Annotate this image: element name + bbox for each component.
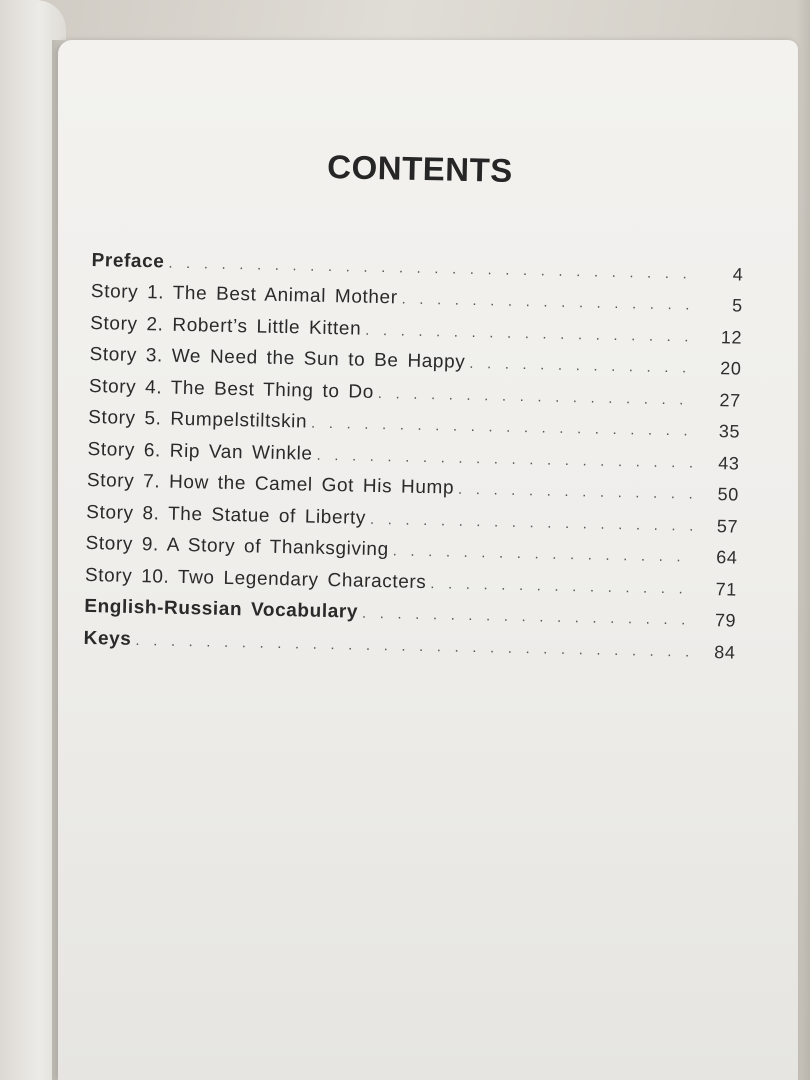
toc-entry-label: Keys [83, 627, 132, 650]
toc-entry-label: Story 9. A Story of Thanksgiving [85, 532, 389, 561]
toc-entry-page: 35 [718, 421, 741, 442]
toc-entry-label: Story 3. We Need the Sun to Be Happy [89, 343, 466, 373]
toc-entry-page: 12 [720, 326, 743, 348]
toc-entry-label: Story 2. Robert’s Little Kitten [90, 312, 362, 340]
table-of-contents [83, 240, 743, 663]
toc-entry-page: 84 [714, 641, 736, 663]
toc-entry-label: Story 10. Two Legendary Characters [84, 564, 427, 593]
page-title: CONTENTS [326, 148, 514, 189]
toc-entry-page: 79 [714, 610, 737, 631]
toc-entry-page: 27 [719, 389, 741, 411]
toc-entry-label: Story 7. How the Camel Got His Hump [86, 469, 455, 499]
toc-entry-label: Story 1. The Best Animal Mother [90, 280, 398, 309]
toc-entry-label: Story 6. Rip Van Winkle [87, 438, 313, 465]
toc-entry-page: 5 [731, 295, 743, 316]
toc-entry-page: 20 [720, 358, 742, 379]
toc-entry-page: 50 [717, 484, 740, 505]
toc-entry-page: 43 [718, 452, 740, 474]
toc-entry-page: 71 [715, 578, 738, 600]
toc-entry-label: Story 4. The Best Thing to Do [88, 375, 375, 403]
toc-entry-page: 64 [716, 547, 738, 568]
toc-entry-label: Story 5. Rumpelstiltskin [88, 406, 308, 433]
page-edge-shadow [796, 0, 810, 1080]
toc-entry-page: 4 [732, 263, 744, 285]
toc-entry-label: English-Russian Vocabulary [84, 595, 359, 623]
toc-entry-label: Preface [91, 249, 165, 273]
toc-entry-page: 57 [716, 515, 739, 537]
toc-entry-label: Story 8. The Statue of Liberty [86, 501, 367, 529]
